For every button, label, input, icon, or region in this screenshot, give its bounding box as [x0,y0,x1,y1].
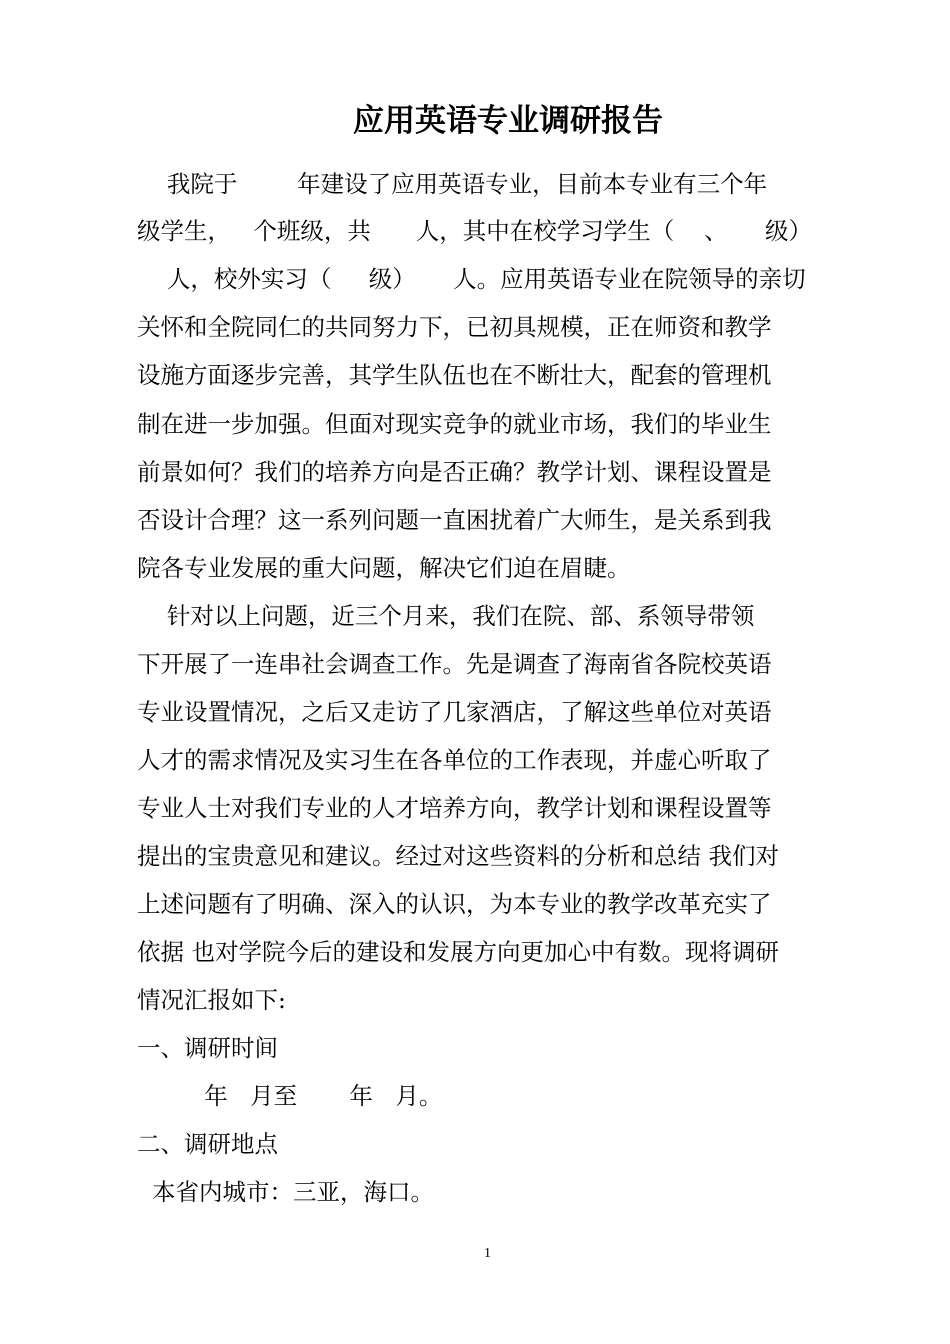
body-line: 依据 也对学院今后的建设和发展方向更加心中有数。现将调研 [137,938,779,966]
body-line: 我院于 年建设了应用英语专业，目前本专业有三个年 [137,170,768,198]
body-line: 否设计合理？这一系列问题一直困扰着广大师生，是关系到我 [137,506,772,534]
body-line: 前景如何？我们的培养方向是否正确？教学计划、课程设置是 [137,458,772,486]
body-line: 情况汇报如下: [137,986,286,1014]
body-line: 设施方面逐步完善，其学生队伍也在不断壮大，配套的管理机 [137,361,772,389]
body-line: 下开展了一连串社会调查工作。先是调查了海南省各院校英语 [137,650,772,678]
body-line: 针对以上问题，近三个月来，我们在院、部、系领导带领 [137,602,755,630]
body-line: 专业设置情况，之后又走访了几家酒店，了解这些单位对英语 [137,698,772,726]
section-heading: 二、调研地点 [137,1130,278,1158]
body-line: 专业人士对我们专业的人才培养方向，教学计划和课程设置等 [137,794,772,822]
body-line: 人才的需求情况及实习生在各单位的工作表现，并虚心听取了 [137,746,772,774]
body-line: 院各专业发展的重大问题，解决它们迫在眉睫。 [137,554,631,582]
body-line: 制在进一步加强。但面对现实竞争的就业市场，我们的毕业生 [137,410,772,438]
document-title: 应用英语专业调研报告 [353,103,663,139]
body-line: 人，校外实习（ 级） 人。应用英语专业在院领导的亲切 [137,265,806,293]
body-line: 级学生， 个班级，共 人，其中在校学习学生（ 、 级） [137,217,812,245]
body-line: 本省内城市：三亚，海口。 [137,1178,434,1206]
body-line: 上述问题有了明确、深入的认识，为本专业的教学改革充实了 [137,890,772,918]
body-line: 关怀和全院同仁的共同努力下，已初具规模，正在师资和教学 [137,313,772,341]
body-line: 提出的宝贵意见和建议。经过对这些资料的分析和总结 我们对 [137,842,779,870]
section-heading: 一、调研时间 [137,1034,278,1062]
page-number: 1 [484,1246,491,1261]
body-line: 年 月至 年 月。 [137,1082,443,1110]
